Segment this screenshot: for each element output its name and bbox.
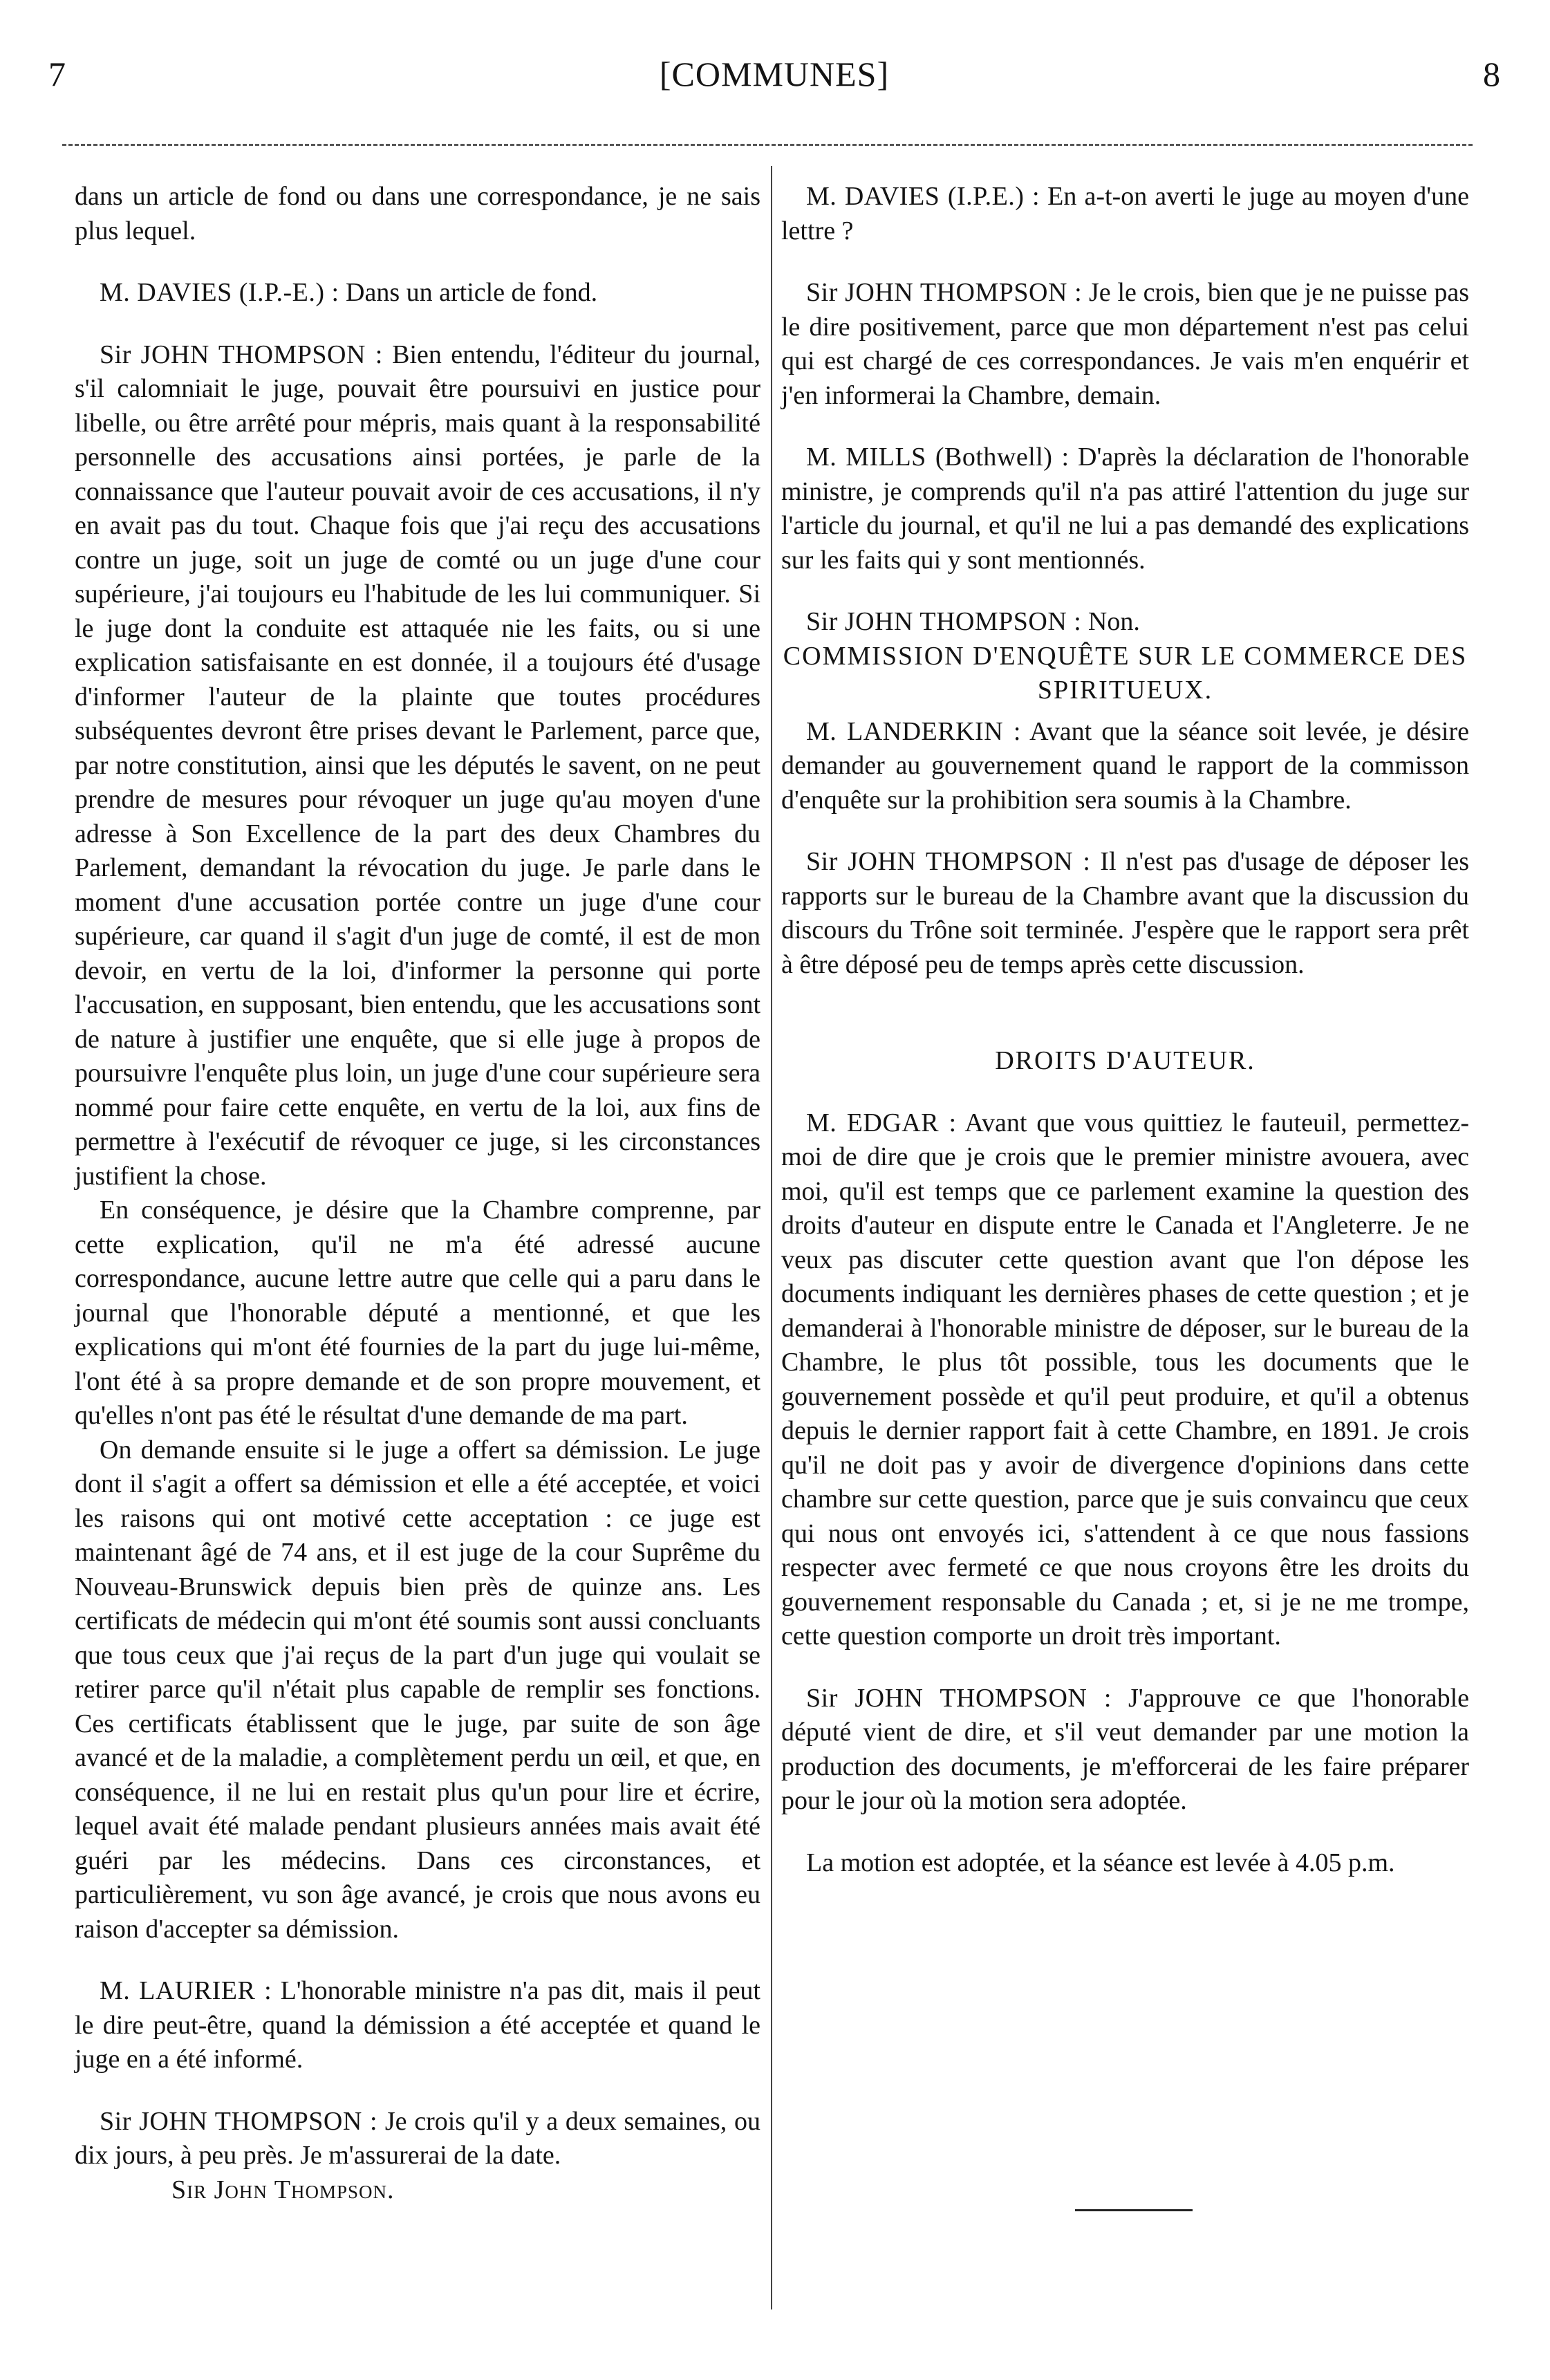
speech-text: J'approuve ce que l'honorable député vient de dire, et s'il veut demander par une motion la production des documents, je m'efforcerai de les faire préparer pour le jour où la motion sera adoptée. [781,1683,1469,1815]
header-rule [62,144,1473,146]
section-heading: DROITS D'AUTEUR. [995,1046,1255,1075]
speaker-name: Sir JOHN THOMPSON : [100,340,383,369]
page-header [48,43,1500,105]
speaker-name: M. MILLS (Bothwell) : [806,443,1070,472]
speech-text: Je le crois, bien que je ne puisse pas le dire positivement, parce que mon département n'est pas celui qui est chargé de ces correspondances. Je vais m'en enquérir et j'en informerai la Chambre, demain. [781,278,1469,410]
paragraph: La motion est adoptée, et la séance est levée à 4.05 p.m. [806,1848,1395,1877]
right-column [781,180,1469,1880]
paragraph [75,1974,760,2077]
paragraph [781,276,1469,413]
section-heading: COMMISSION D'ENQUÊTE SUR LE COMMERCE DES SPIRITUEUX. [783,641,1468,705]
speaker-name: Sir JOHN THOMPSON : [806,607,1082,636]
speech-text: Je crois qu'il y a deux semaines, ou dix jours, à peu près. Je m'assurerai de la date. [75,2106,760,2170]
paragraph [781,1106,1469,1654]
running-title: [COMMUNES] [659,55,890,93]
speaker-name: Sir JOHN THOMPSON : [806,1683,1112,1713]
speech-text: Bien entendu, l'éditeur du journal, s'il calomniait le juge, pouvait être poursuivi en justice pour libelle, ou être arrêté pour mépris, mais quant à la responsabilité personnelle des accusations ainsi portées, je parle de la connaissance que l'auteur pouvait avoir de ces accusations, il n'y en avait pas du tout. Chaque fois que j'ai reçu des accusations contre un juge, soit un juge de comté ou un juge d'une cour supérieure, j'ai toujours eu l'habitude de les lui communiquer. Si le juge dont la conduite est attaquée nie les faits, ou si une explication satisfaisante en est donnée, il a toujours été d'usage d'informer l'auteur de la plainte que toutes procédures subséquentes devront être prises devant le Parlement, parce que, par notre constitution, ainsi que les députés le savent, on ne peut prendre de mesures pour révoquer un juge qu'au moyen d'une adresse à Son Excellence de la part des deux Chambres du Parlement, demandant la révocation du juge. Je parle dans le moment d'une accusation portée contre un juge d'une cour supérieure, car quand il s'agit d'un juge de comté, il est de mon devoir, en vertu de la loi, d'informer la personne qui porte l'accusation, en supposant, bien entendu, que les accusations sont de nature à justifier une enquête, que si elle juge à propos de poursuivre l'enquête plus loin, un juge d'une cour supérieure sera nommé pour faire cette enquête, en vertu de la loi, aux fins de permettre à l'exécutif de révoquer ce juge, si les circonstances justifient la chose. [75,340,760,1191]
speech-text: D'après la déclaration de l'honorable ministre, je comprends qu'il n'a pas attiré l'attention du juge sur l'article du journal, et qu'il ne lui a pas demandé des explications sur les faits qui y sont mentionnés. [781,443,1469,575]
speech-text: Avant que la séance soit levée, je désire demander au gouvernement quand le rapport de la commisson d'enquête sur la prohibition sera soumis à la Chambre. [781,716,1469,815]
paragraph: dans un article de fond ou dans une correspondance, je ne sais plus lequel. [75,182,760,245]
paragraph [781,1682,1469,1819]
speaker-name: Sir JOHN THOMPSON : [806,278,1083,307]
speaker-name: M. DAVIES (I.P.E.) : [806,182,1040,211]
paragraph [781,715,1469,818]
paragraph [781,845,1469,982]
column-divider [771,166,772,2309]
end-rule [1075,2209,1193,2211]
speech-text: En a-t-on averti le juge au moyen d'une lettre ? [781,182,1470,245]
speaker-name: M. LAURIER : [100,1976,272,2005]
speaker-name: Sir JOHN THOMPSON : [806,847,1091,876]
paragraph [75,338,760,1194]
paragraph [781,180,1469,248]
speaker-name: M. LANDERKIN : [806,716,1021,746]
page-number-left: 7 [48,55,66,93]
speech-text: Avant que vous quittiez le fauteuil, permettez-moi de dire que je crois que le premier ministre avouera, avec moi, qu'il est temps que ce parlement examine la question des droits d'auteur en dispute entre le Canada et l'Angleterre. Je ne veux pas discuter cette question avant que l'on dépose les documents indiquant les dernières phases de cette question ; et je demanderai à l'honorable ministre de déposer, sur le bureau de la Chambre, le plus tôt possible, tous les documents que le gouvernement possède et qu'il peut produire, et qu'il a obtenus depuis le dernier rapport fait à cette Chambre, en 1891. Je crois qu'il ne doit pas y avoir de divergence d'opinions dans cette chambre sur cette question, parce que je suis convaincu que ceux qui nous ont envoyés ici, s'attendent à ce que nous fassions respecter avec fermeté ce que nous croyons être les droits du gouvernement responsable du Canada ; et, si je ne me trompe, cette question comporte un droit très important. [781,1108,1470,1651]
speech-text: L'honorable ministre n'a pas dit, mais il peut le dire peut-être, quand la démission a été acceptée et quand le juge en a été informé. [75,1976,760,2074]
paragraph: En conséquence, je désire que la Chambre comprenne, par cette explication, qu'il ne m'a été adressé aucune correspondance, aucune lettre autre que celle qui a paru dans le journal que l'honorable député a mentionné, et que les explications qui m'ont été fournies de la part du juge lui-même, l'ont été à sa propre demande et de son propre mouvement, et qu'elles n'ont pas été le résultat d'une demande de ma part. [75,1196,760,1430]
paragraph [75,276,760,310]
left-column [75,180,760,2207]
paragraph [75,2105,760,2173]
speech-text: Il n'est pas d'usage de déposer les rapports sur le bureau de la Chambre avant que la discussion du discours du Trône soit terminée. J'espère que le rapport sera prêt à être déposé peu de temps après cette discussion. [781,847,1470,979]
speech-text: Dans un article de fond. [339,278,598,307]
paragraph: On demande ensuite si le juge a offert sa démission. Le juge dont il s'agit a offert sa démission et elle a été acceptée, et voici les raisons qui ont motivé cette acceptation : ce juge est maintenant âgé de 74 ans, et il est juge de la cour Suprême du Nouveau-Brunswick depuis bien près de quinze ans. Les certificats de médecin qui m'ont été soumis sont aussi concluants que tous ceux que j'ai reçus de la part d'un juge qui voulait se retirer parce qu'il n'était plus capable de remplir ses fonctions. Ces certificats établissent que le juge, par suite de son âge avancé et de la maladie, a complètement perdu un œil, et que, en conséquence, il ne lui en restait plus qu'un pour lire et écrire, lequel avait été malade pendant plusieurs années mais avait été guéri par les médecins. Dans ces circonstances, et particulièrement, vu son âge avancé, je crois que nous avons eu raison d'accepter sa démission. [75,1435,760,1944]
paragraph [781,605,1469,640]
speaker-name: M. EDGAR : [806,1108,957,1137]
speaker-name: M. DAVIES (I.P.-E.) : [100,278,339,307]
signature-line: Sir John Thompson. [171,2175,395,2204]
paragraph [781,440,1469,577]
page-number-right: 8 [1483,55,1500,93]
speaker-name: Sir JOHN THOMPSON : [100,2106,378,2136]
speech-text: Non. [1081,607,1140,636]
